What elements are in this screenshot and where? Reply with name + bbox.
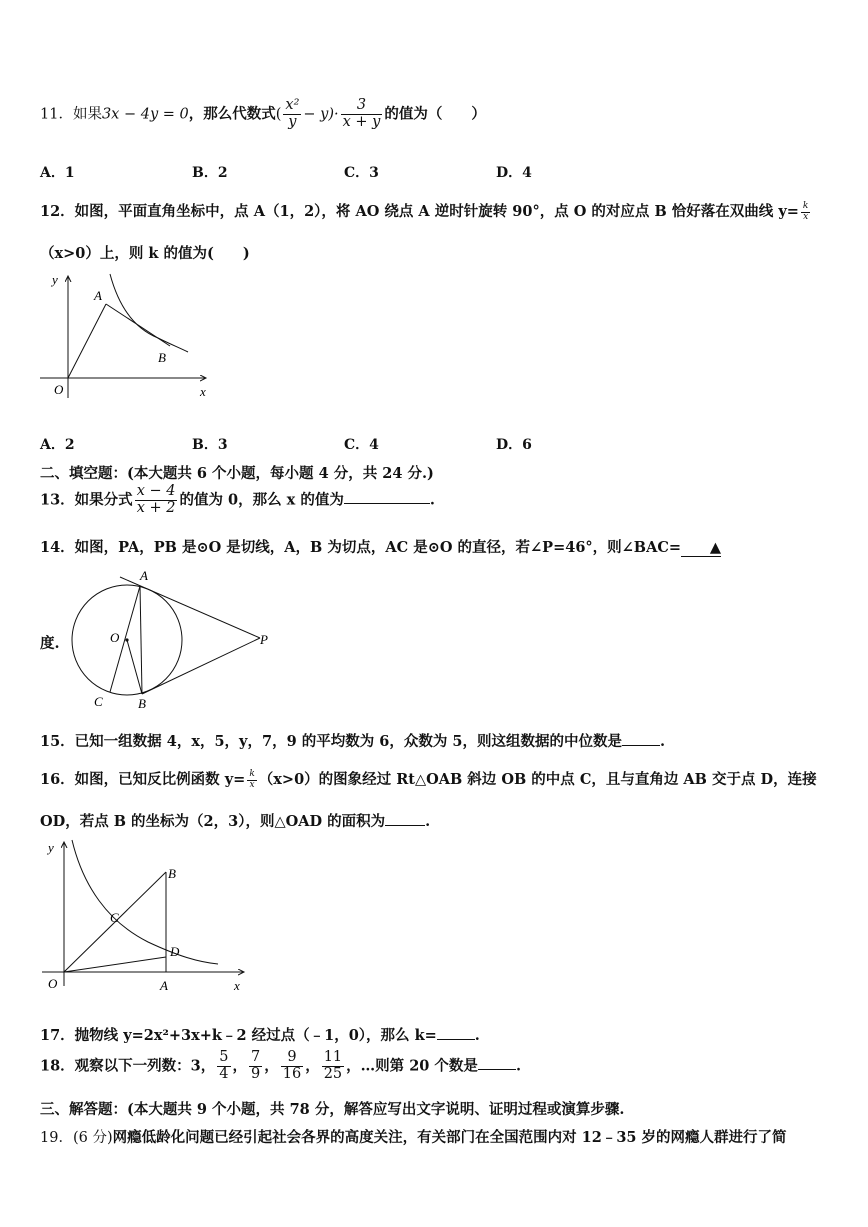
q12-segment-oa bbox=[68, 304, 106, 378]
q16-fraction: $\frac{k}{x}$ bbox=[249, 768, 255, 790]
q11-stem: 11．如果3x − 4y = 0，那么代数式( $\frac{\text{x²}}{y}$ − y)· $\frac{3}{x + y}$ 的值为（ ） bbox=[40, 97, 486, 130]
q15-answer-blank bbox=[622, 745, 660, 746]
q12-hyperbola bbox=[110, 274, 188, 352]
section-2-heading: 二、填空题：(本大题共 6 个小题，每小题 4 分，共 24 分.) bbox=[40, 465, 434, 482]
q14-label-a: A bbox=[140, 568, 148, 583]
q11-option-c: C．3 bbox=[344, 165, 379, 181]
q14-answer-blank bbox=[681, 539, 721, 557]
q12-fraction: $\frac{k}{x}$ bbox=[802, 200, 809, 222]
q14-center-dot bbox=[125, 638, 128, 641]
q18-answer-blank bbox=[478, 1069, 516, 1070]
q11-text-a: 如果 bbox=[72, 106, 102, 123]
q14-triangle-marker: ▲ bbox=[709, 539, 722, 556]
q12-line-2: （x>0）上，则 k 的值为( ) bbox=[40, 245, 250, 262]
q14-chord-ab bbox=[140, 586, 142, 694]
q19-number: 19． bbox=[40, 1130, 73, 1146]
q16-figure bbox=[38, 836, 258, 996]
q19-score: (6 分) bbox=[72, 1130, 113, 1146]
q16-label-c: C bbox=[110, 910, 119, 925]
q16-label-d: D bbox=[170, 944, 180, 959]
q18-fraction-3: $\frac{9}{16}$ bbox=[282, 1049, 302, 1082]
q11-text-c: 的值为（ ） bbox=[384, 105, 486, 123]
q12-option-a: A．2 bbox=[40, 437, 75, 453]
q16-text-b: （x>0）的图象经过 Rt△OAB 斜边 OB 的中点 C，且与直角边 AB 交于点 D，连接 bbox=[258, 771, 817, 788]
q11-fraction-1: $\frac{\text{x²}}{y}$ bbox=[285, 97, 300, 130]
q12-line-1 bbox=[40, 200, 812, 222]
q11-option-d: D．4 bbox=[496, 165, 532, 181]
q16-line-1 bbox=[40, 768, 817, 790]
q12-text: 12．如图，平面直角坐标中，点 A（1，2），将 AO 绕点 A 逆时针旋转 90°，点 O 的对应点 B 恰好落在双曲线 y= bbox=[40, 203, 799, 220]
section-3-heading: 三、解答题：(本大题共 9 个小题，共 78 分，解答应写出文字说明、证明过程或演算步骤. bbox=[40, 1101, 625, 1118]
q14-figure bbox=[62, 564, 282, 714]
q13-text-a: 13．如果分式 bbox=[40, 491, 133, 509]
q12-figure bbox=[38, 270, 218, 402]
q11-fraction-2: $\frac{3}{x + y}$ bbox=[342, 97, 381, 130]
q11-number: 11． bbox=[40, 106, 73, 123]
q16-hyperbola bbox=[72, 840, 218, 964]
q18-fraction-4: $\frac{11}{25}$ bbox=[323, 1049, 343, 1082]
q12-option-d: D．6 bbox=[496, 437, 532, 453]
q17-text: 17．抛物线 y=2x²+3x+k﹣2 经过点（﹣1，0），那么 k= bbox=[40, 1027, 437, 1044]
q16-label-a: A bbox=[160, 978, 168, 993]
q14-label-c: C bbox=[94, 694, 103, 709]
q16-label-y: y bbox=[48, 840, 54, 855]
q18-stem: 18．观察以下一列数：3， $\frac{5}{4}$ ， $\frac{7}{9}$ ， $\frac{9}{16}$ ， $\frac{11}{25}$ ，…则第 20 个数是 . bbox=[40, 1049, 521, 1082]
q16-text-a: 16．如图，已知反比例函数 y= bbox=[40, 771, 246, 788]
q14-text: 14．如图，PA，PB 是⊙O 是切线，A，B 为切点，AC 是⊙O 的直径，若∠P=46°，则∠BAC= bbox=[40, 539, 682, 556]
q12-option-c: C．4 bbox=[344, 437, 379, 453]
q11-option-b: B．2 bbox=[192, 165, 228, 181]
q14-label-o: O bbox=[110, 630, 120, 645]
q15-text: 15．已知一组数据 4，x，5，y，7，9 的平均数为 6，众数为 5，则这组数据的中位数是 bbox=[40, 733, 622, 750]
q17-stem: 17．抛物线 y=2x²+3x+k﹣2 经过点（﹣1，0），那么 k= . bbox=[40, 1027, 480, 1044]
q16-label-b: B bbox=[168, 866, 176, 881]
q14-tangent-pb bbox=[142, 638, 260, 694]
q19-stem bbox=[40, 1126, 787, 1147]
q12-label-o: O bbox=[54, 382, 64, 397]
q15-stem: 15．已知一组数据 4，x，5，y，7，9 的平均数为 6，众数为 5，则这组数据的中位数是 . bbox=[40, 733, 666, 750]
q13-fraction: $\frac{x - 4}{x + 2}$ bbox=[136, 483, 176, 516]
q19-text: 网瘾低龄化问题已经引起社会各界的高度关注，有关部门在全国范围内对 12﹣35 岁的网瘾人群进行了简 bbox=[112, 1129, 787, 1146]
q12-label-y: y bbox=[52, 272, 58, 287]
q16-line-2: OD，若点 B 的坐标为（2，3），则△OAD 的面积为 . bbox=[40, 813, 431, 830]
q18-text-b: …则第 20 个数是 bbox=[360, 1057, 478, 1075]
q12-label-a: A bbox=[94, 288, 102, 303]
q11-option-a: A．1 bbox=[40, 165, 75, 181]
q14-stem bbox=[40, 536, 721, 557]
q11-minus-y: − y)· bbox=[303, 106, 339, 123]
q18-text-a: 18．观察以下一列数：3， bbox=[40, 1057, 216, 1075]
q11-text-b: ，那么代数式 bbox=[188, 105, 276, 123]
q11-equation: 3x − 4y = 0 bbox=[101, 106, 189, 123]
q16-label-x: x bbox=[234, 978, 240, 993]
q18-fraction-1: $\frac{5}{4}$ bbox=[219, 1049, 229, 1082]
q12-option-b: B．3 bbox=[192, 437, 228, 453]
q13-answer-blank bbox=[344, 503, 430, 504]
q17-answer-blank bbox=[437, 1039, 475, 1040]
q14-label-p: P bbox=[260, 632, 268, 647]
q12-label-x: x bbox=[200, 384, 206, 399]
q12-label-b: B bbox=[158, 350, 166, 365]
q16-answer-blank bbox=[385, 825, 425, 826]
q12-segment-ab bbox=[106, 304, 170, 346]
q14-radius-ob bbox=[127, 640, 142, 694]
q16-segment-od bbox=[64, 957, 166, 972]
q16-text-line2: OD，若点 B 的坐标为（2，3），则△OAD 的面积为 bbox=[40, 813, 386, 830]
q14-suffix: 度. bbox=[40, 635, 60, 652]
q13-stem: 13．如果分式 $\frac{x - 4}{x + 2}$ 的值为 0，那么 x 的值为 . bbox=[40, 483, 435, 516]
q13-text-b: 的值为 0，那么 x 的值为 bbox=[179, 491, 344, 509]
q18-fraction-2: $\frac{7}{9}$ bbox=[251, 1049, 261, 1082]
q14-label-b: B bbox=[138, 696, 146, 711]
q16-label-o: O bbox=[48, 976, 58, 991]
